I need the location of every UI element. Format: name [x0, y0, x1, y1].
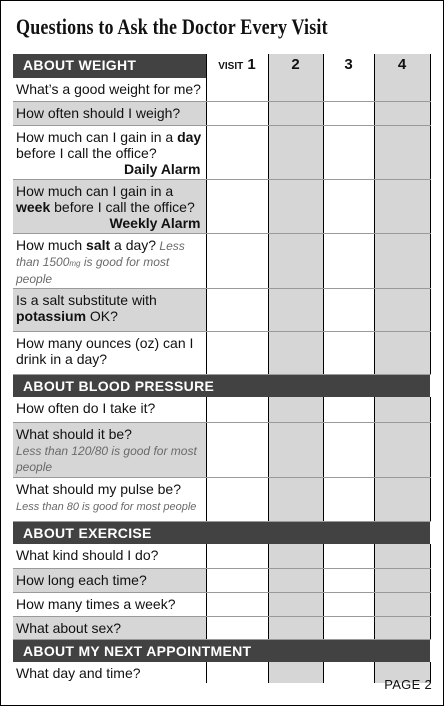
answer-cell[interactable]: [206, 125, 268, 179]
answer-cell[interactable]: [374, 101, 430, 125]
answer-cell[interactable]: [374, 288, 430, 331]
header-row: [13, 54, 430, 78]
question-row: [13, 423, 430, 478]
answer-cell[interactable]: [323, 592, 374, 616]
answer-cell[interactable]: [268, 592, 323, 616]
answer-cell[interactable]: [374, 478, 430, 522]
question-row: [13, 179, 430, 233]
answer-cell[interactable]: [323, 662, 374, 683]
section-row: [13, 639, 430, 662]
section-header-exercise: ABOUT EXERCISE: [13, 522, 430, 545]
answer-cell[interactable]: [323, 568, 374, 592]
question-daily-gain: How much can I gain in a day before I call the office? Daily Alarm: [13, 125, 206, 179]
answer-cell[interactable]: [206, 592, 268, 616]
answer-cell[interactable]: [323, 233, 374, 288]
answer-cell[interactable]: [268, 101, 323, 125]
answer-cell[interactable]: [374, 179, 430, 233]
answer-cell[interactable]: [374, 544, 430, 568]
answer-cell[interactable]: [323, 397, 374, 423]
answer-cell[interactable]: [323, 331, 374, 374]
question-row: [13, 288, 430, 331]
question-row: [13, 478, 430, 522]
section-row: [13, 374, 430, 397]
question-next-appointment: What day and time?: [16, 664, 141, 681]
answer-cell[interactable]: [206, 568, 268, 592]
section-header-weight: ABOUT WEIGHT: [13, 54, 206, 78]
answer-cell[interactable]: [268, 568, 323, 592]
question-ounces: How many ounces (oz) can I drink in a day?: [13, 331, 206, 374]
section-header-blood-pressure: ABOUT BLOOD PRESSURE: [13, 374, 430, 397]
answer-cell[interactable]: [206, 616, 268, 639]
question-table: [13, 54, 431, 683]
answer-cell[interactable]: [374, 233, 430, 288]
answer-cell[interactable]: [206, 423, 268, 478]
question-weekly-gain: How much can I gain in a week before I call the office? Weekly Alarm: [13, 179, 206, 233]
question-row: [13, 616, 430, 639]
question-row: [13, 544, 430, 568]
answer-cell[interactable]: [323, 616, 374, 639]
visit-3-header: 3: [323, 54, 374, 78]
answer-cell[interactable]: [374, 616, 430, 639]
answer-cell[interactable]: [268, 478, 323, 522]
visit-1-header: VISIT 1: [206, 54, 268, 78]
answer-cell[interactable]: [206, 331, 268, 374]
question-weigh-frequency: How often should I weigh?: [13, 101, 206, 125]
question-bp-frequency: How often do I take it?: [13, 397, 206, 423]
answer-cell[interactable]: [323, 78, 374, 101]
answer-cell[interactable]: [268, 288, 323, 331]
answer-cell[interactable]: [374, 568, 430, 592]
answer-cell[interactable]: [206, 478, 268, 522]
question-row: [13, 101, 430, 125]
visit-4-header: 4: [374, 54, 430, 78]
answer-cell[interactable]: [323, 423, 374, 478]
question-good-weight: What’s a good weight for me?: [13, 78, 206, 101]
question-sex: What about sex?: [13, 616, 206, 639]
answer-cell[interactable]: [206, 288, 268, 331]
question-exercise-frequency: How many times a week?: [13, 592, 206, 616]
answer-cell[interactable]: [268, 125, 323, 179]
answer-cell[interactable]: [268, 616, 323, 639]
answer-cell[interactable]: [206, 101, 268, 125]
answer-cell[interactable]: [374, 78, 430, 101]
section-header-appointment: ABOUT MY NEXT APPOINTMENT: [13, 639, 430, 662]
answer-cell[interactable]: [206, 179, 268, 233]
weekly-alarm-label: Weekly Alarm: [109, 214, 201, 231]
answer-cell[interactable]: [268, 544, 323, 568]
visit-label: VISIT: [218, 61, 244, 72]
question-pulse: What should my pulse be? Less than 80 is good for most people: [13, 478, 206, 522]
question-row: [13, 662, 430, 683]
answer-cell[interactable]: [374, 125, 430, 179]
answer-cell[interactable]: [374, 423, 430, 478]
page-title: Questions to Ask the Doctor Every Visit: [16, 14, 328, 39]
question-row: [13, 78, 430, 101]
page-number: PAGE 2: [384, 677, 432, 692]
section-row: [13, 522, 430, 545]
question-row: [13, 397, 430, 423]
answer-cell[interactable]: [323, 101, 374, 125]
question-bp-target: What should it be? Less than 120/80 is good for most people: [13, 423, 206, 478]
answer-cell[interactable]: [323, 288, 374, 331]
answer-cell[interactable]: [206, 544, 268, 568]
answer-cell[interactable]: [323, 544, 374, 568]
answer-cell[interactable]: [323, 179, 374, 233]
question-row: [13, 331, 430, 374]
answer-cell[interactable]: [323, 125, 374, 179]
answer-cell[interactable]: [268, 179, 323, 233]
visit-2-header: 2: [268, 54, 323, 78]
question-row: [13, 568, 430, 592]
answer-cell[interactable]: [268, 423, 323, 478]
question-row: [13, 233, 430, 288]
question-salt: How much salt a day? Less than 1500mg is good for most people: [13, 233, 206, 288]
answer-cell[interactable]: [206, 78, 268, 101]
answer-cell[interactable]: [323, 478, 374, 522]
answer-cell[interactable]: [374, 592, 430, 616]
question-row: [13, 125, 430, 179]
answer-cell[interactable]: [206, 233, 268, 288]
daily-alarm-label: Daily Alarm: [123, 160, 201, 177]
question-exercise-kind: What kind should I do?: [13, 544, 206, 568]
answer-cell[interactable]: [268, 78, 323, 101]
answer-cell[interactable]: [206, 397, 268, 423]
question-row: [13, 592, 430, 616]
question-exercise-duration: How long each time?: [13, 568, 206, 592]
answer-cell[interactable]: [374, 331, 430, 374]
answer-cell[interactable]: [268, 662, 323, 683]
answer-cell[interactable]: [268, 331, 323, 374]
answer-cell[interactable]: [268, 397, 323, 423]
answer-cell[interactable]: [374, 397, 430, 423]
answer-cell[interactable]: [206, 662, 268, 683]
answer-cell[interactable]: [268, 233, 323, 288]
question-potassium: Is a salt substitute with potassium OK?: [13, 288, 206, 331]
